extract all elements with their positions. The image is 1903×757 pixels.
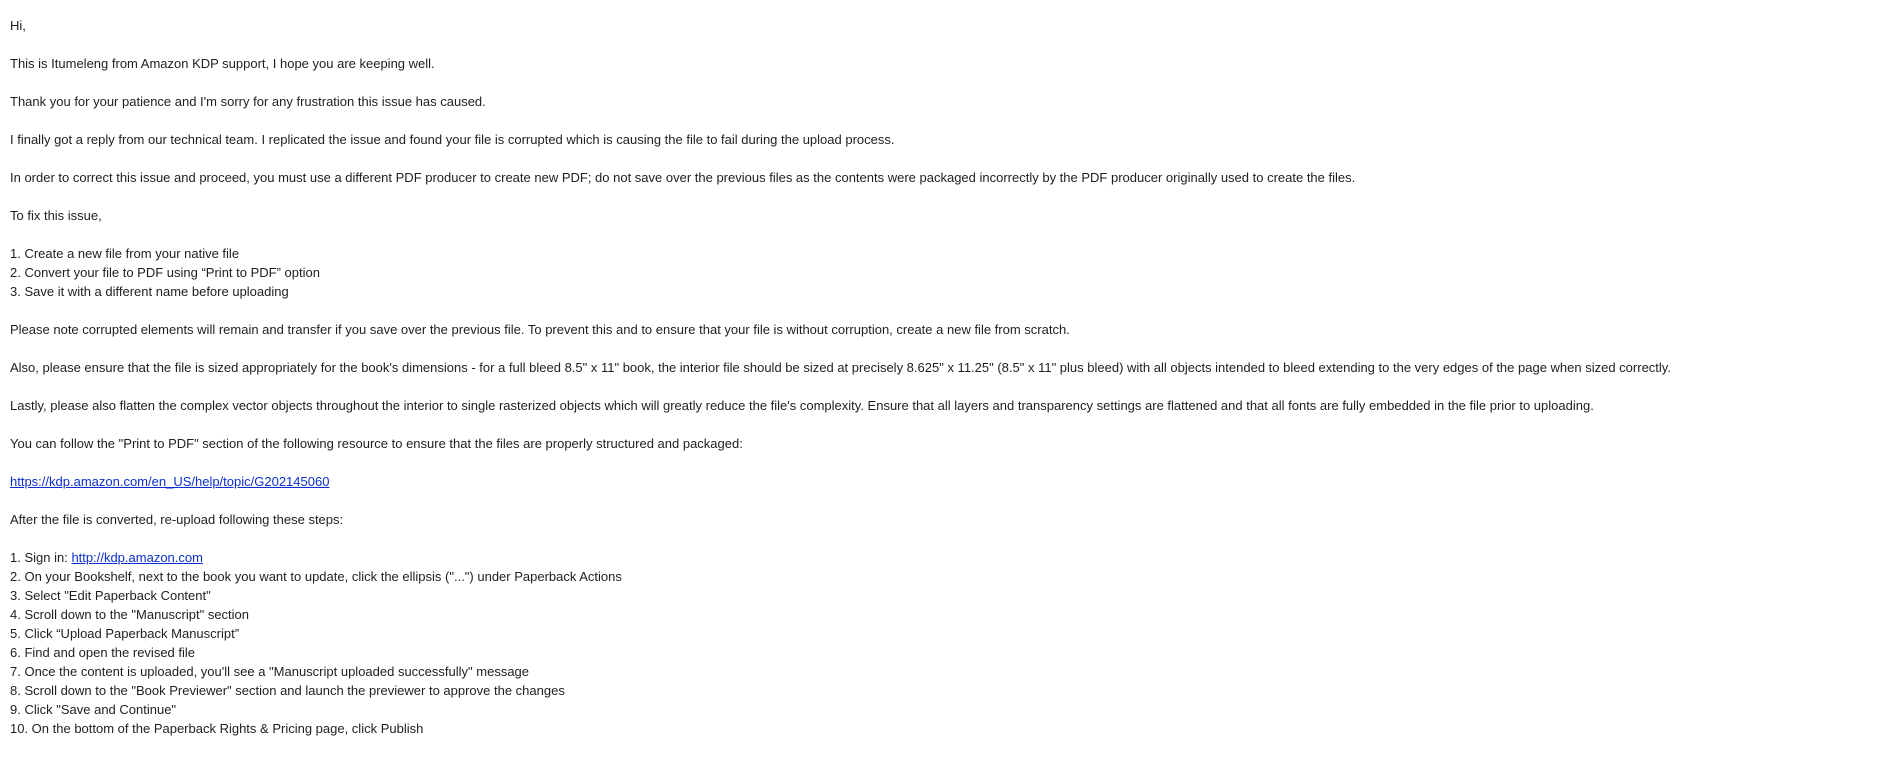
paragraph-gap — [10, 415, 1890, 434]
note-paragraph: Please note corrupted elements will remain and transfer if you save over the previous file. To prevent this and to ensure that your file is without corruption, create a new file from scratch. — [10, 322, 1070, 337]
reupload-heading: After the file is converted, re-upload following these steps: — [10, 512, 344, 527]
finding-paragraph: I finally got a reply from our technical team. I replicated the issue and found your file is corrupted which is causing the file to fail during the upload process. — [10, 132, 895, 147]
flatten-paragraph: Lastly, please also flatten the complex vector objects throughout the interior to single rasterized objects which will greatly reduce the file's complexity. Ensure that all layers and transparency settings are flattened and that all fonts are fully embedded in the file prior to uploading. — [10, 398, 1594, 413]
upload-step-signin — [10, 548, 1890, 567]
fix-step: 3. Save it with a different name before uploading — [10, 284, 289, 299]
correction-paragraph: In order to correct this issue and proceed, you must use a different PDF producer to create new PDF; do not save over the previous files as the contents were packaged incorrectly by the PDF producer originally used to create the files. — [10, 170, 1356, 185]
sizing-paragraph: Also, please ensure that the file is sized appropriately for the book's dimensions - for a full bleed 8.5" x 11" book, the interior file should be sized at precisely 8.625" x 11.25" (8.5" x 11" plus bleed) with all objects intended to bleed extending to the very edges of the page when sized correctly. — [10, 360, 1671, 375]
paragraph-gap — [10, 149, 1890, 168]
upload-step: 9. Click "Save and Continue" — [10, 702, 177, 717]
kdp-signin-link[interactable]: http://kdp.amazon.com — [71, 550, 203, 565]
upload-step: 10. On the bottom of the Paperback Rights & Pricing page, click Publish — [10, 721, 424, 736]
paragraph-gap — [10, 339, 1890, 358]
fix-heading: To fix this issue, — [10, 208, 102, 223]
paragraph-gap — [10, 35, 1890, 54]
resource-link-line — [10, 472, 1890, 491]
paragraph-gap — [10, 111, 1890, 130]
upload-step: 7. Once the content is uploaded, you'll see a "Manuscript uploaded successfully" message — [10, 664, 530, 679]
upload-step: 2. On your Bookshelf, next to the book you want to update, click the ellipsis ("...") under Paperback Actions — [10, 569, 622, 584]
intro-paragraph: This is Itumeleng from Amazon KDP support, I hope you are keeping well. — [10, 56, 435, 71]
paragraph-gap — [10, 491, 1890, 510]
signin-prefix: 1. Sign in: — [10, 550, 72, 565]
paragraph-gap — [10, 73, 1890, 92]
paragraph-gap — [10, 453, 1890, 472]
upload-step: 5. Click “Upload Paperback Manuscript” — [10, 626, 240, 641]
email-body — [10, 16, 1890, 738]
upload-step: 8. Scroll down to the "Book Previewer" section and launch the previewer to approve the changes — [10, 683, 565, 698]
resource-intro: You can follow the "Print to PDF" section of the following resource to ensure that the files are properly structured and packaged: — [10, 436, 743, 451]
paragraph-gap — [10, 187, 1890, 206]
thanks-paragraph: Thank you for your patience and I'm sorry for any frustration this issue has caused. — [10, 94, 486, 109]
paragraph-gap — [10, 301, 1890, 320]
paragraph-gap — [10, 225, 1890, 244]
paragraph-gap — [10, 529, 1890, 548]
fix-step: 2. Convert your file to PDF using “Print to PDF” option — [10, 265, 320, 280]
fix-step: 1. Create a new file from your native file — [10, 246, 240, 261]
upload-step: 4. Scroll down to the "Manuscript" section — [10, 607, 250, 622]
upload-step: 6. Find and open the revised file — [10, 645, 196, 660]
paragraph-gap — [10, 377, 1890, 396]
greeting: Hi, — [10, 18, 26, 33]
upload-step: 3. Select "Edit Paperback Content" — [10, 588, 211, 603]
kdp-help-link[interactable]: https://kdp.amazon.com/en_US/help/topic/G202145060 — [10, 474, 330, 489]
